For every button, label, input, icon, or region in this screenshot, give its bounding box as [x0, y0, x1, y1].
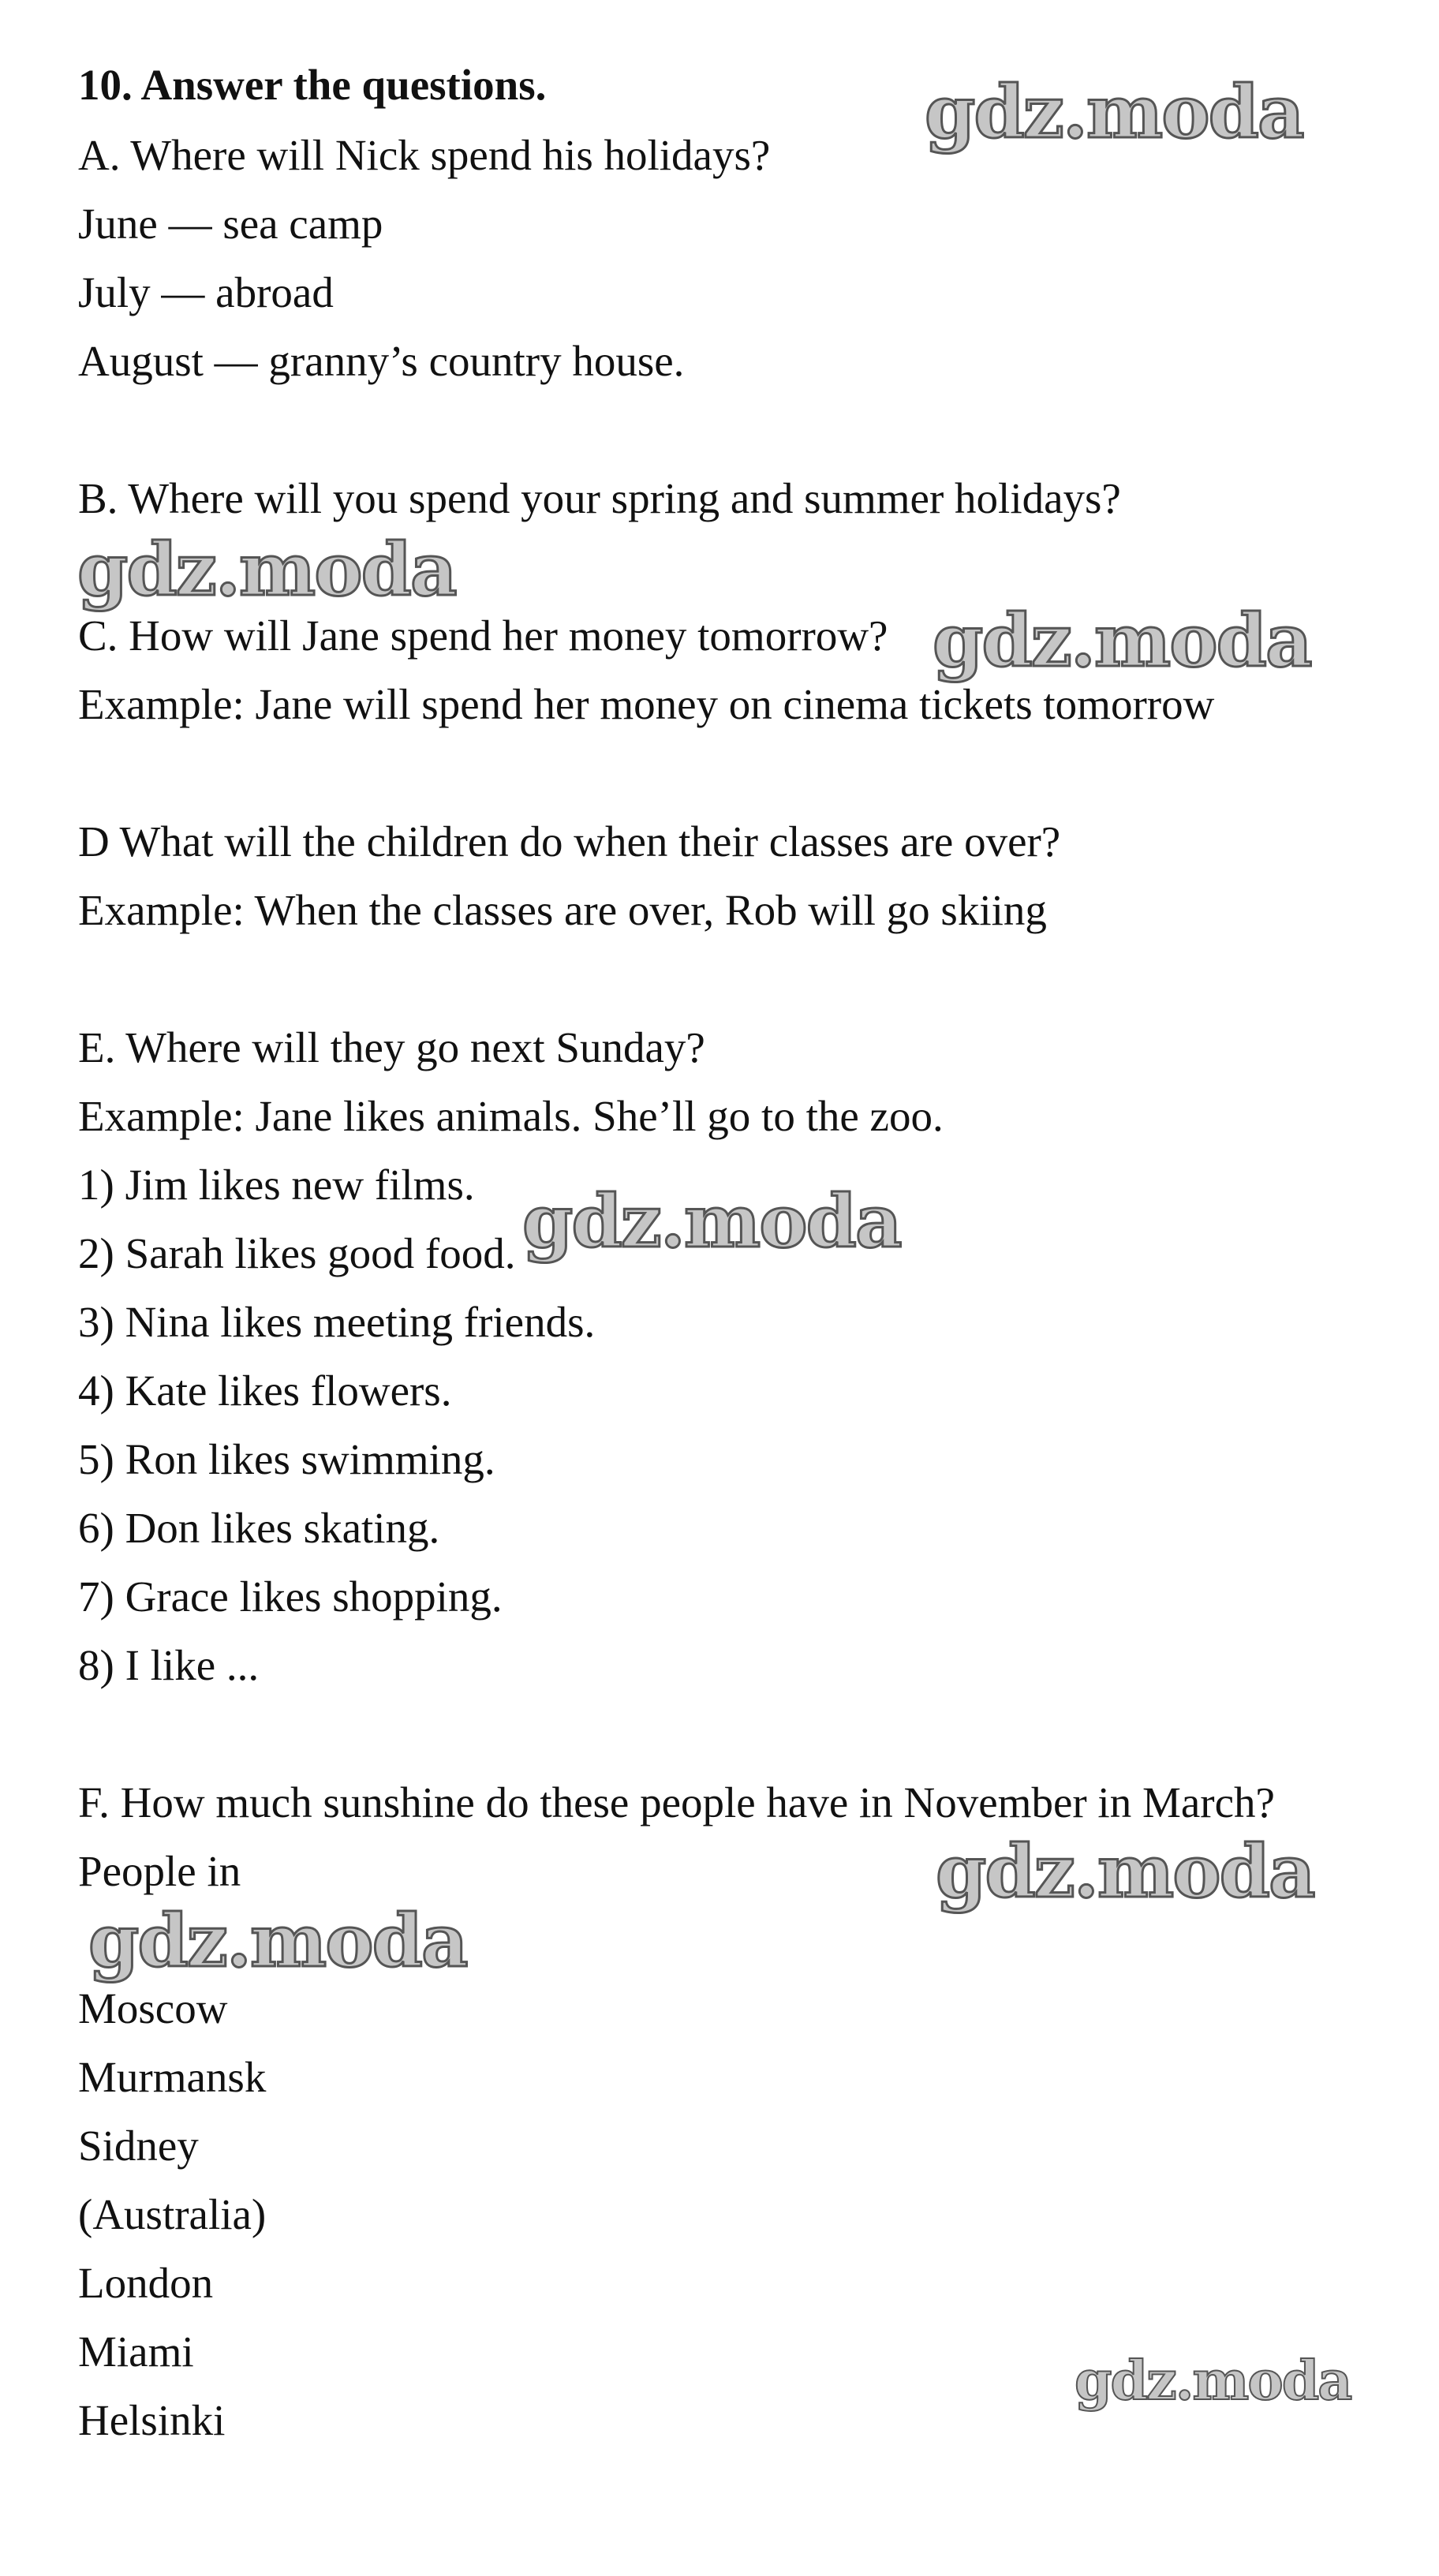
place-item: Helsinki: [78, 2396, 226, 2444]
exercise-heading: 10. Answer the questions.: [78, 61, 547, 109]
question-d: D What will the children do when their classes are over?: [78, 817, 1061, 866]
place-item: Miami: [78, 2327, 194, 2376]
place-item: Sidney: [78, 2122, 199, 2170]
watermark-logo: gdz.moda: [522, 1179, 901, 1264]
list-item: 3) Nina likes meeting friends.: [78, 1298, 596, 1346]
question-b: B. Where will you spend your spring and summer holidays?: [78, 474, 1121, 522]
list-item: 4) Kate likes flowers.: [78, 1367, 452, 1415]
place-item: (Australia): [78, 2190, 267, 2238]
place-item: Moscow: [78, 1984, 228, 2032]
place-item: Murmansk: [78, 2053, 267, 2101]
watermark-logo: gdz.moda: [933, 598, 1311, 683]
question-f: F. How much sunshine do these people have in November in March?: [78, 1778, 1275, 1826]
answer-line-june: June — sea camp: [78, 200, 383, 248]
answer-line-august: August — granny’s country house.: [78, 337, 685, 385]
example-c: Example: Jane will spend her money on cinema tickets tomorrow: [78, 680, 1215, 728]
list-item: 1) Jim likes new films.: [78, 1161, 475, 1209]
question-e: E. Where will they go next Sunday?: [78, 1023, 705, 1071]
list-item: 5) Ron likes swimming.: [78, 1435, 495, 1483]
list-item: 2) Sarah likes good food.: [78, 1229, 516, 1277]
example-d: Example: When the classes are over, Rob will go skiing: [78, 886, 1047, 934]
people-in-label: People in: [78, 1847, 241, 1895]
example-e: Example: Jane likes animals. She’ll go to the zoo.: [78, 1092, 944, 1140]
watermark-logo: gdz.moda: [1075, 2350, 1351, 2413]
place-item: London: [78, 2259, 214, 2307]
list-item: 6) Don likes skating.: [78, 1504, 440, 1552]
watermark-logo: gdz.moda: [925, 69, 1303, 155]
question-a: A. Where will Nick spend his holidays?: [78, 131, 771, 179]
list-item: 8) I like ...: [78, 1641, 260, 1689]
watermark-logo: gdz.moda: [88, 1898, 467, 1983]
list-item: 7) Grace likes shopping.: [78, 1572, 503, 1621]
answer-line-july: July — abroad: [78, 268, 334, 316]
question-c: C. How will Jane spend her money tomorrow?: [78, 611, 888, 660]
watermark-logo: gdz.moda: [77, 527, 456, 612]
watermark-logo: gdz.moda: [936, 1829, 1314, 1914]
